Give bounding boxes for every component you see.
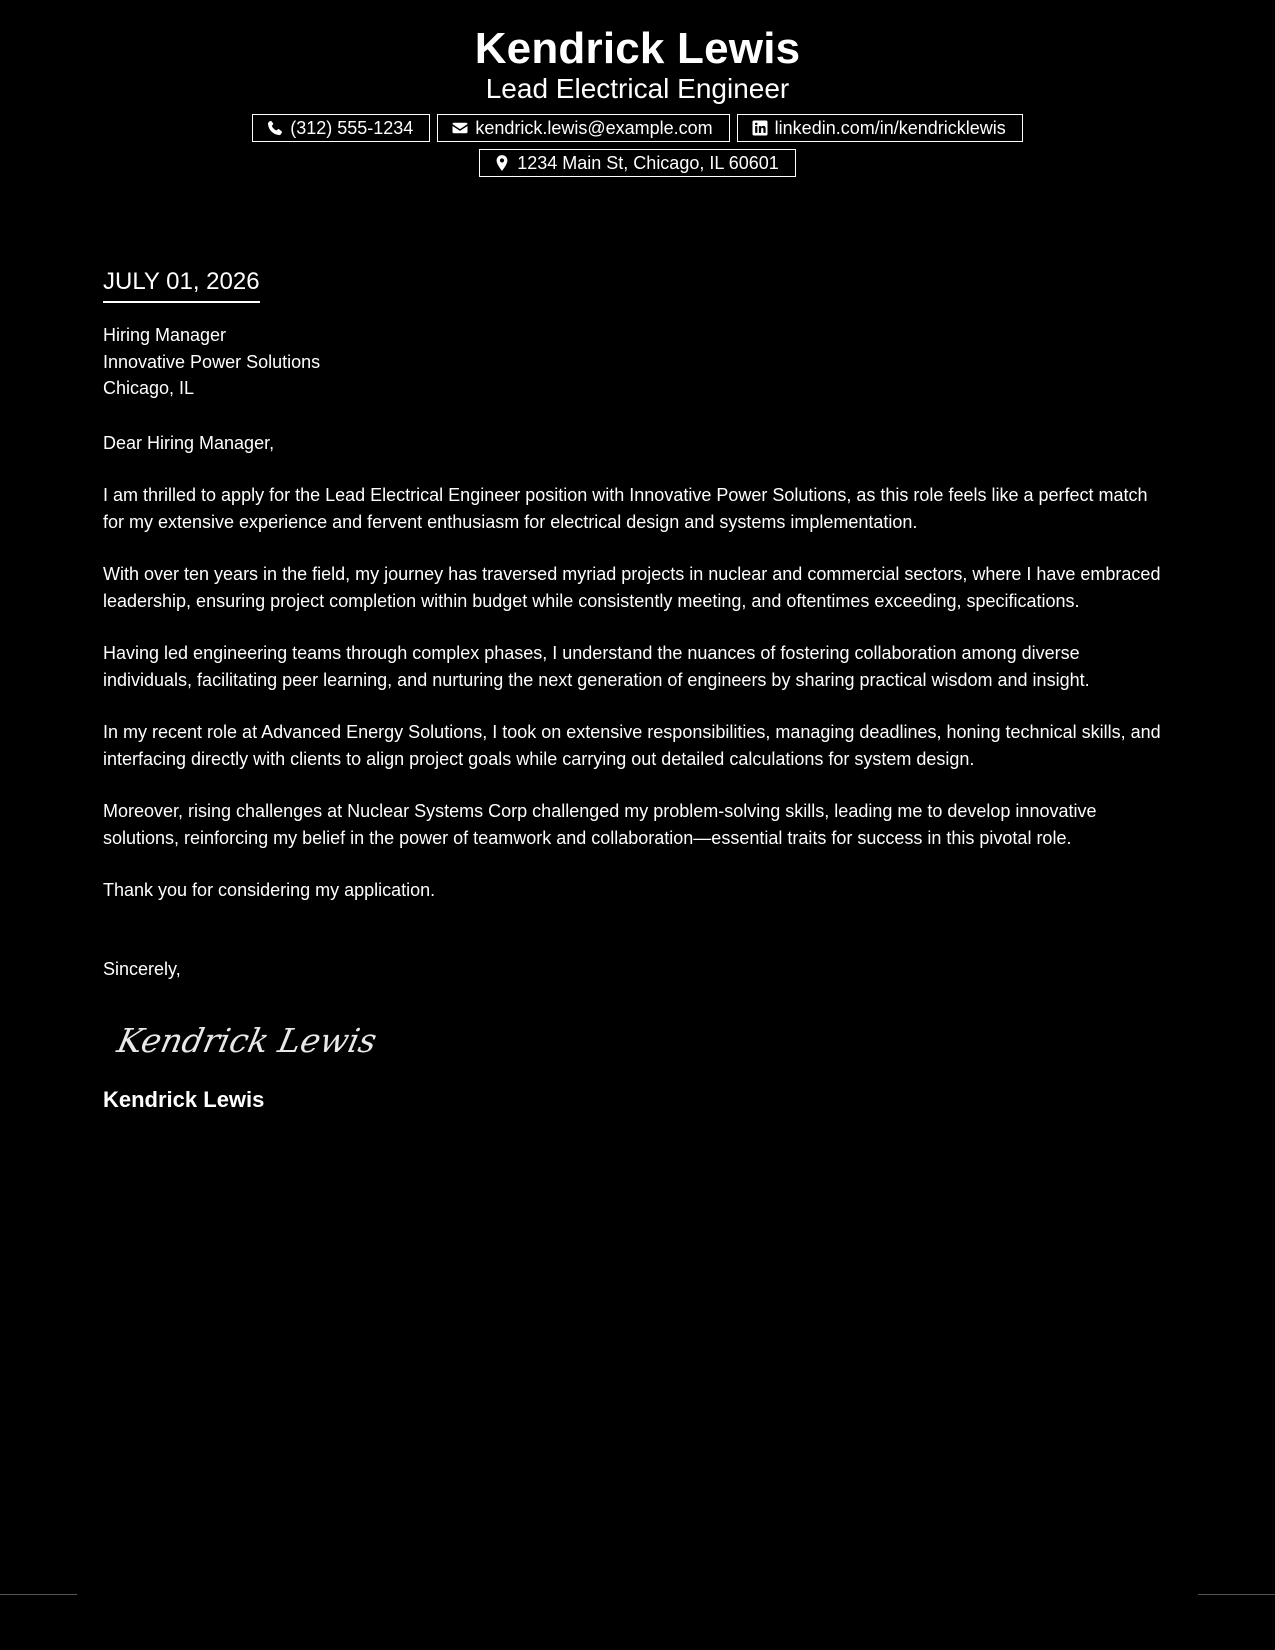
footer-divider-right (1198, 1594, 1275, 1595)
closing: Sincerely, (103, 958, 181, 979)
phone-contact[interactable] (252, 114, 430, 142)
footer-divider-left (0, 1594, 77, 1595)
linkedin-icon (751, 119, 769, 137)
phone-text: (312) 555-1234 (290, 118, 414, 138)
linkedin-text: linkedin.com/in/kendricklewis (774, 118, 1006, 138)
applicant-title: Lead Electrical Engineer (485, 73, 790, 104)
recipient-location: Chicago, IL (103, 378, 195, 398)
letter-header (0, 22, 1275, 177)
recipient-company: Innovative Power Solutions (103, 351, 321, 372)
envelope-icon (451, 119, 469, 137)
map-marker-icon (493, 154, 511, 172)
salutation: Dear Hiring Manager, (103, 432, 275, 453)
signed-name: Kendrick Lewis (103, 1087, 265, 1112)
body-paragraph: With over ten years in the field, my journey has traversed myriad projects in nuclear and commercial sectors, where I have embraced leadership, ensuring project completion within budget while consistently meeting, and oftentimes exceeding, specifications. (103, 564, 1161, 611)
recipient-block (103, 322, 1173, 402)
email-contact[interactable] (437, 114, 729, 142)
linkedin-contact[interactable] (737, 114, 1023, 142)
body-paragraph: Having led engineering teams through complex phases, I understand the nuances of fostering collaboration among diverse individuals, facilitating peer learning, and nurturing the next generation of engineers by sharing practical wisdom and insight. (103, 643, 1090, 690)
applicant-name: Kendrick Lewis (474, 24, 801, 73)
signature-image (113, 1008, 381, 1068)
recipient-name: Hiring Manager (103, 325, 227, 345)
address-contact[interactable] (479, 149, 796, 177)
letter-date: JULY 01, 2026 (103, 266, 260, 303)
phone-icon (266, 119, 284, 137)
body-paragraph: In my recent role at Advanced Energy Solutions, I took on extensive responsibilities, managing deadlines, honing technical skills, and interfacing directly with clients to align project goals while carrying out detailed calculations for system design. (103, 722, 1161, 769)
email-text: kendrick.lewis@example.com (475, 118, 713, 138)
contact-row (0, 114, 1275, 142)
body-paragraph: Moreover, rising challenges at Nuclear Systems Corp challenged my problem-solving skills, leading me to develop innovative solutions, reinforcing my belief in the power of teamwork and collaboration—essential traits for success in this pivotal role. (103, 801, 1097, 848)
signature-text: Kendrick Lewis (113, 1021, 381, 1060)
body-paragraph: I am thrilled to apply for the Lead Electrical Engineer position with Innovative Power Solutions, as this role feels like a perfect match for my extensive experience and fervent enthusiasm for electrical design and systems implementation. (103, 485, 1148, 532)
contact-row-address (0, 149, 1275, 177)
letter-body (103, 266, 1173, 1114)
body-paragraph: Thank you for considering my application. (103, 880, 436, 900)
address-text: 1234 Main St, Chicago, IL 60601 (517, 153, 779, 173)
